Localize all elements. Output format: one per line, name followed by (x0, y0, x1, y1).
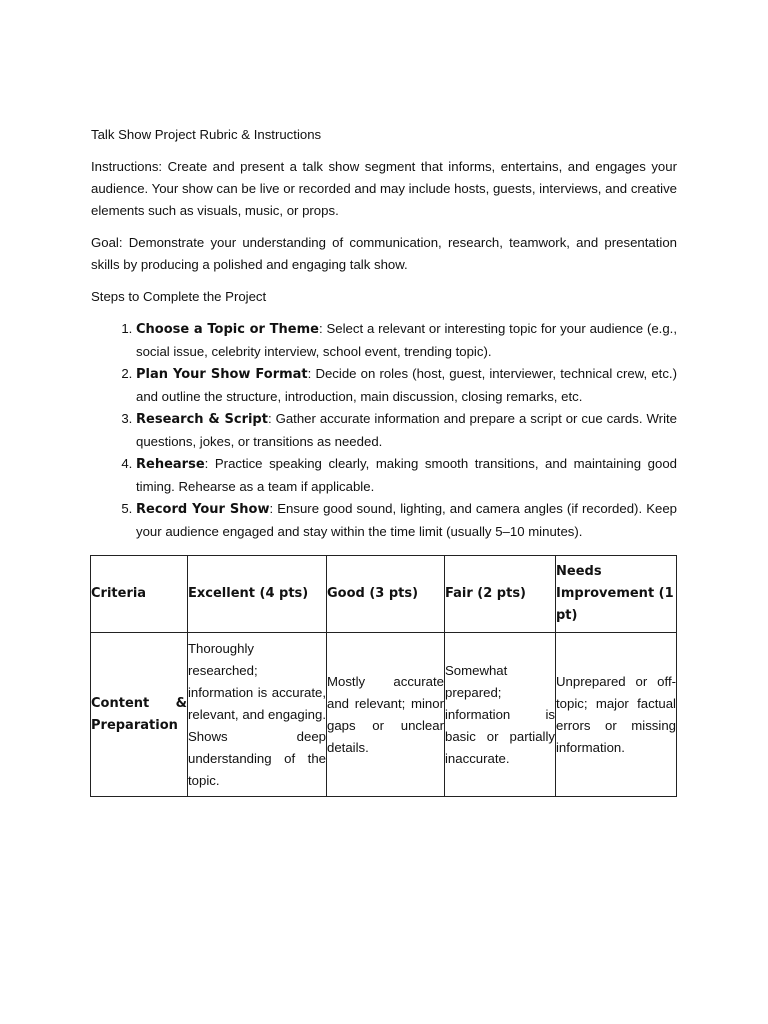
step-item (136, 498, 677, 543)
header-criteria: Criteria (91, 556, 188, 633)
step-text: : Practice speaking clearly, making smooth transitions, and maintaining good timing. Rehearse as a team if applicable. (136, 456, 677, 494)
cell-criteria: Content & Preparation (91, 633, 188, 797)
step-title: Rehearse (136, 457, 205, 472)
header-fair: Fair (2 pts) (445, 556, 556, 633)
header-needs-improvement: Needs Improvement (1 pt) (556, 556, 677, 633)
step-text: : Gather accurate information and prepare a script or cue cards. Write questions, jokes, or transitions as needed. (136, 411, 678, 449)
cell-excellent: Thoroughly researched; information is accurate, relevant, and engaging. Shows deep understanding of the topic. (188, 633, 327, 797)
instructions-paragraph: Instructions: Create and present a talk show segment that informs, entertains, and engages your audience. Your show can be live or recorded and may include hosts, guests, interviews, and creative elements such as visuals, music, or props. (91, 159, 677, 218)
cell-good: Mostly accurate and relevant; minor gaps or unclear details. (327, 633, 445, 797)
header-excellent: Excellent (4 pts) (188, 556, 327, 633)
table-row (91, 633, 677, 797)
step-item (136, 363, 677, 408)
step-text: : Ensure good sound, lighting, and camera angles (if recorded). Keep your audience engaged and stay within the time limit (usually 5–10 minutes). (136, 501, 678, 539)
step-title: Choose a Topic or Theme (136, 322, 319, 337)
document-page (91, 124, 677, 797)
header-good: Good (3 pts) (327, 556, 445, 633)
step-title: Record Your Show (136, 502, 270, 517)
rubric-table (90, 555, 677, 797)
steps-list (91, 318, 677, 543)
goal-paragraph: Goal: Demonstrate your understanding of communication, research, teamwork, and presentation skills by producing a polished and engaging talk show. (91, 235, 677, 272)
cell-needs-improvement: Unprepared or off-topic; major factual errors or missing information. (556, 633, 677, 797)
step-title: Research & Script (136, 412, 268, 427)
step-title: Plan Your Show Format (136, 367, 308, 382)
cell-fair: Somewhat prepared; information is basic or partially inaccurate. (445, 633, 556, 797)
document-title: Talk Show Project Rubric & Instructions (91, 127, 322, 142)
step-text: : Select a relevant or interesting topic for your audience (e.g., social issue, celebrity interview, school event, trending topic). (136, 321, 677, 359)
step-text: : Decide on roles (host, guest, interviewer, technical crew, etc.) and outline the structure, introduction, main discussion, closing remarks, etc. (136, 366, 677, 404)
step-item (136, 408, 677, 453)
step-item (136, 453, 677, 498)
step-item (136, 318, 677, 363)
rubric-header-row (91, 556, 677, 633)
steps-heading: Steps to Complete the Project (91, 289, 267, 304)
